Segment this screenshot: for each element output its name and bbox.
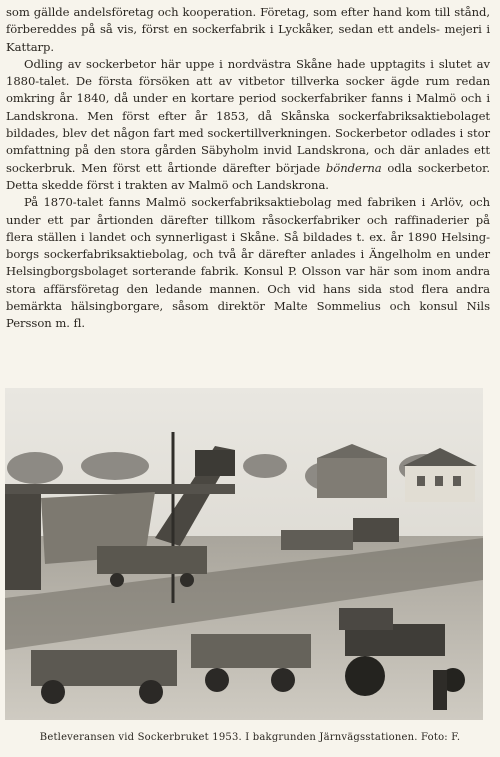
text-line: i Landskrona. Men först efter år 1853, då Skånska sockerfabriksaktiebolaget xyxy=(6,91,490,123)
text-line: Helsingborgsbolaget sorterande fabrik. Konsul P. Olsson var här som inom xyxy=(6,264,452,279)
text-line: Nils Persson m. fl. xyxy=(6,299,490,331)
body-text xyxy=(6,4,490,333)
text-line: under ett par årtionden därefter tillkom råsockerfabriker och raffinaderier på xyxy=(6,212,490,227)
paragraph-3 xyxy=(6,194,490,332)
text-line: andra bemärkta hälsingborgare, såsom direktör Malte Sommelius och konsul xyxy=(6,281,490,314)
sugar-beet-delivery-photo xyxy=(5,388,483,720)
paragraph-2 xyxy=(6,56,490,194)
paragraph-1 xyxy=(6,4,490,56)
text-line: som gällde andelsföretag och kooperation. Företag, som efter hand kom till xyxy=(6,5,451,19)
text-line: odla xyxy=(387,160,413,175)
text-line: flera ställen i landet och synnerligast i Skåne. Så bildades t. ex. år 1890 Helsing- xyxy=(6,229,490,244)
text-line: anlades ett sockerbruk. Men först ett årtionde därefter började xyxy=(6,143,490,175)
text-line: 1880-talet. De första försöken att av vitbetor tillverka socker ägde rum redan xyxy=(6,74,490,89)
text-line: På 1870-talet fanns Malmö sockerfabriksaktiebolag med fabriken i Arlöv, och xyxy=(24,195,490,210)
text-line: stor omfattning på den stora gården Säbyholm invid Landskrona, och där xyxy=(6,126,490,158)
text-line: bildades, blev det någon fart med sockertillverkningen. Sockerbetor odlades i xyxy=(6,126,464,141)
text-line: omkring år 1840, då under en kortare period sockerfabriker fanns i Malmö och xyxy=(6,91,482,106)
photo-illustration xyxy=(5,388,483,720)
text-line: sockerbetor. Detta skedde först i trakten av Malmö och Landskrona. xyxy=(6,160,491,192)
text-line: borgs sockerfabriksaktiebolag, och två år därefter anlades i Ängelholm en under xyxy=(6,247,490,262)
text-line: mejeri i Kattarp. xyxy=(6,22,490,54)
italic-word: bönderna xyxy=(325,160,382,175)
text-line: andra stora affärsföretag den ledande mannen. Och vid hans sida stod flera xyxy=(6,264,491,296)
photo-caption: Betleveransen vid Sockerbruket 1953. I bakgrunden Järnvägsstationen. Foto: F. xyxy=(39,732,461,743)
text-line: Odling av sockerbetor här uppe i nordvästra Skåne hade upptagits i slutet av xyxy=(24,56,490,71)
text-line: stånd, förbereddes på så vis, först en sockerfabrik i Lyckåker, sedan ett andels- xyxy=(6,5,490,37)
